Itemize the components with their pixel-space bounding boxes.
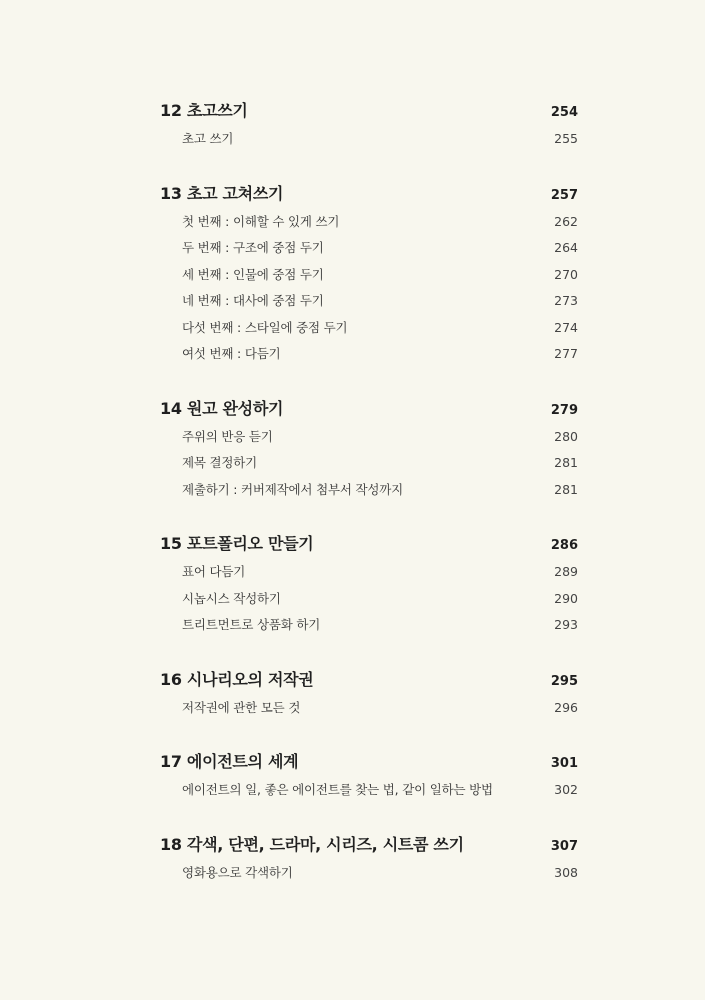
section-entry[interactable] — [160, 288, 578, 315]
section-page-number: 280 — [554, 428, 578, 444]
section-page-number: 302 — [554, 782, 578, 797]
chapter-15 — [160, 529, 578, 639]
chapter-title: 16 시나리오의 저작권 — [160, 669, 314, 689]
section-title: 에이전트의 일, 좋은 에이전트를 찾는 법, 같이 일하는 방법 — [182, 782, 493, 797]
section-title: 첫 번째 : 이해할 수 있게 쓰기 — [182, 213, 340, 229]
chapter-title: 18 각색, 단편, 드라마, 시리즈, 시트콤 쓰기 — [160, 834, 464, 854]
section-entry[interactable] — [160, 586, 578, 613]
section-entry[interactable] — [160, 559, 578, 586]
chapter-heading[interactable] — [160, 830, 578, 860]
section-entry[interactable] — [160, 315, 578, 342]
section-title: 두 번째 : 구조에 중점 두기 — [182, 240, 324, 255]
section-title: 초고 쓰기 — [182, 131, 234, 146]
section-page-number: 293 — [554, 617, 578, 632]
section-title: 세 번째 : 인물에 중점 두기 — [182, 266, 324, 282]
section-page-number: 281 — [554, 455, 578, 470]
section-page-number: 296 — [554, 699, 578, 715]
section-entry[interactable] — [160, 695, 578, 722]
section-page-number: 289 — [554, 564, 578, 579]
section-page-number: 264 — [554, 240, 578, 255]
chapter-18 — [160, 830, 578, 887]
chapter-page-number: 286 — [550, 538, 578, 553]
section-entry[interactable] — [160, 477, 578, 504]
chapter-14 — [160, 394, 578, 504]
section-entry[interactable] — [160, 777, 578, 804]
section-title: 여섯 번째 : 다듬기 — [182, 346, 281, 361]
section-entry[interactable] — [160, 424, 578, 451]
section-title: 시놉시스 작성하기 — [182, 590, 281, 606]
chapter-page-number: 295 — [550, 673, 578, 689]
section-page-number: 290 — [554, 590, 578, 606]
section-page-number: 262 — [554, 213, 578, 229]
section-title: 제출하기 : 커버제작에서 첨부서 작성까지 — [182, 481, 403, 497]
section-entry[interactable] — [160, 262, 578, 289]
chapter-17 — [160, 747, 578, 804]
section-entry[interactable] — [160, 612, 578, 639]
chapter-title: 15 포트폴리오 만들기 — [160, 534, 314, 553]
chapter-heading[interactable] — [160, 96, 578, 126]
section-entry[interactable] — [160, 341, 578, 368]
chapter-heading[interactable] — [160, 179, 578, 209]
section-title: 제목 결정하기 — [182, 455, 258, 470]
section-title: 다섯 번째 : 스타일에 중점 두기 — [182, 319, 348, 335]
chapter-page-number: 257 — [550, 187, 578, 203]
section-page-number: 255 — [554, 131, 578, 146]
chapter-page-number: 279 — [550, 402, 578, 418]
section-title: 저작권에 관한 모든 것 — [182, 699, 301, 715]
chapter-title: 13 초고 고쳐쓰기 — [160, 183, 284, 203]
section-page-number: 277 — [554, 346, 578, 361]
section-page-number: 274 — [554, 319, 578, 335]
section-entry[interactable] — [160, 450, 578, 477]
table-of-contents — [160, 96, 578, 912]
chapter-heading[interactable] — [160, 529, 578, 559]
chapter-12 — [160, 96, 578, 153]
chapter-page-number: 254 — [550, 105, 578, 120]
chapter-title: 14 원고 완성하기 — [160, 398, 284, 418]
section-entry[interactable] — [160, 209, 578, 236]
chapter-page-number: 307 — [550, 838, 578, 854]
chapter-page-number: 301 — [550, 756, 578, 771]
section-page-number: 308 — [554, 864, 578, 880]
section-entry[interactable] — [160, 235, 578, 262]
chapter-heading[interactable] — [160, 665, 578, 695]
chapter-title: 12 초고쓰기 — [160, 101, 248, 120]
chapter-16 — [160, 665, 578, 722]
section-page-number: 281 — [554, 481, 578, 497]
section-title: 영화용으로 각색하기 — [182, 864, 293, 880]
section-entry[interactable] — [160, 860, 578, 887]
section-page-number: 270 — [554, 266, 578, 282]
section-title: 트리트먼트로 상품화 하기 — [182, 617, 321, 632]
section-entry[interactable] — [160, 126, 578, 153]
chapter-heading[interactable] — [160, 394, 578, 424]
section-title: 네 번째 : 대사에 중점 두기 — [182, 293, 324, 308]
chapter-heading[interactable] — [160, 747, 578, 777]
section-title: 표어 다듬기 — [182, 564, 246, 579]
chapter-title: 17 에이전트의 세계 — [160, 752, 299, 771]
section-title: 주위의 반응 듣기 — [182, 428, 273, 444]
section-page-number: 273 — [554, 293, 578, 308]
chapter-13 — [160, 179, 578, 368]
